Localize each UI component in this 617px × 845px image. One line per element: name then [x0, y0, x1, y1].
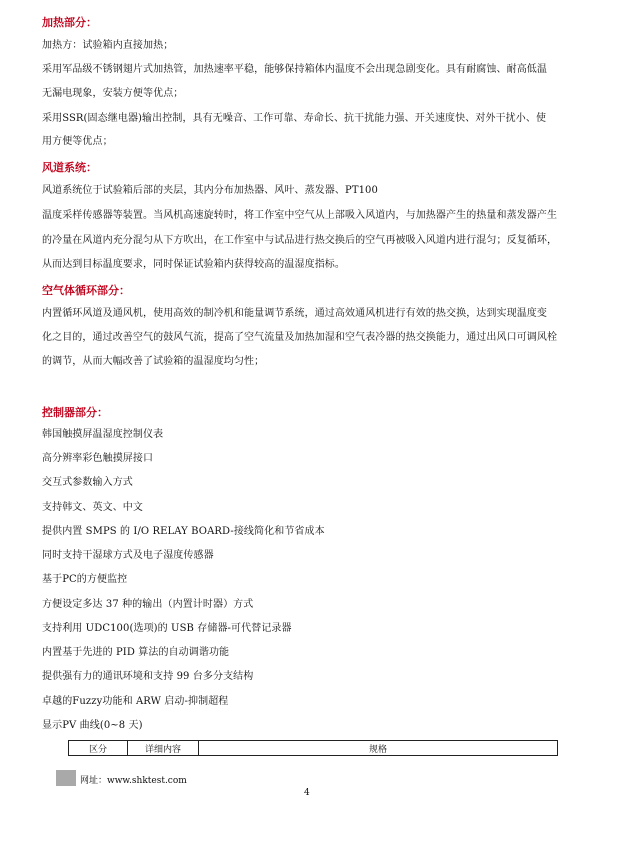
aircirc-line-3: 的调节，从而大幅改善了试验箱的温湿度均匀性；	[42, 356, 265, 367]
aircirc-line-2: 化之目的，通过改善空气的鼓风气流，提高了空气流量及加热加湿和空气表冷器的热交换能力，通过出风口可调风栓	[42, 332, 558, 343]
heading-heating: 加热部分：	[42, 16, 97, 29]
table-header-category: 区分	[69, 741, 128, 756]
airduct-line-4: 从而达到目标温度要求，同时保证试验箱内获得较高的温湿度指标。	[42, 259, 345, 270]
controller-line-1: 韩国触摸屏温湿度控制仪表	[42, 429, 164, 440]
table-header-spec: 规格	[199, 741, 558, 756]
controller-line-4: 支持韩文、英文、中文	[42, 502, 143, 513]
page-number: 4	[304, 788, 310, 798]
heading-airduct: 风道系统：	[42, 161, 97, 174]
controller-line-13: 显示PV 曲线(0~8 天)	[42, 720, 143, 731]
airduct-line-3: 的冷量在风道内充分混匀从下方吹出，在工作室中与试品进行热交换后的空气再被吸入风道内进行混匀；反复循环，	[42, 235, 558, 246]
controller-line-6: 同时支持干湿球方式及电子湿度传感器	[42, 550, 214, 561]
spec-table	[68, 740, 558, 756]
controller-line-8: 方便设定多达 37 种的输出（内置计时器）方式	[42, 599, 254, 610]
heating-line-5: 用方便等优点；	[42, 136, 113, 147]
airduct-line-1: 风道系统位于试验箱后部的夹层，其内分布加热器、风叶、蒸发器、PT100	[42, 185, 378, 196]
heating-line-1: 加热方：试验箱内直接加热；	[42, 40, 174, 51]
heading-controller: 控制器部分：	[42, 406, 108, 419]
heating-line-2: 采用军品级不锈钢翅片式加热管，加热速率平稳，能够保持箱体内温度不会出现急剧变化。具有耐腐蚀、耐高低温	[42, 64, 547, 75]
aircirc-line-1: 内置循环风道及通风机，使用高效的制冷机和能量调节系统，通过高效通风机进行有效的热交换，达到实现温度变	[42, 308, 547, 319]
controller-line-11: 提供强有力的通讯环境和支持 99 台多分支结构	[42, 671, 254, 682]
controller-line-2: 高分辨率彩色触摸屏接口	[42, 453, 154, 464]
controller-line-7: 基于PC的方便监控	[42, 574, 128, 585]
spec-table-header-row	[69, 741, 558, 756]
footer-url: 网址：www.shktest.com	[80, 776, 187, 786]
controller-line-3: 交互式参数输入方式	[42, 477, 133, 488]
footer-logo-block	[56, 770, 76, 786]
airduct-line-2: 温度采样传感器等装置。当风机高速旋转时，将工作室中空气从上部吸入风道内，与加热器产生的热量和蒸发器产生	[42, 210, 558, 221]
heating-line-3: 无漏电现象，安装方便等优点；	[42, 88, 184, 99]
heading-aircirc: 空气体循环部分：	[42, 284, 130, 297]
heating-line-4: 采用SSR(固态继电器)输出控制，具有无噪音、工作可靠、寿命长、抗干扰能力强、开关速度快、对外干扰小、使	[42, 113, 547, 124]
controller-line-10: 内置基于先进的 PID 算法的自动调谐功能	[42, 647, 230, 658]
controller-line-9: 支持利用 UDC100(选项)的 USB 存储器-可代替记录器	[42, 623, 292, 634]
table-header-details: 详细内容	[128, 741, 199, 756]
controller-line-12: 卓越的Fuzzy功能和 ARW 启动-抑制超程	[42, 696, 229, 707]
controller-line-5: 提供内置 SMPS 的 I/O RELAY BOARD-接线简化和节省成本	[42, 526, 325, 537]
